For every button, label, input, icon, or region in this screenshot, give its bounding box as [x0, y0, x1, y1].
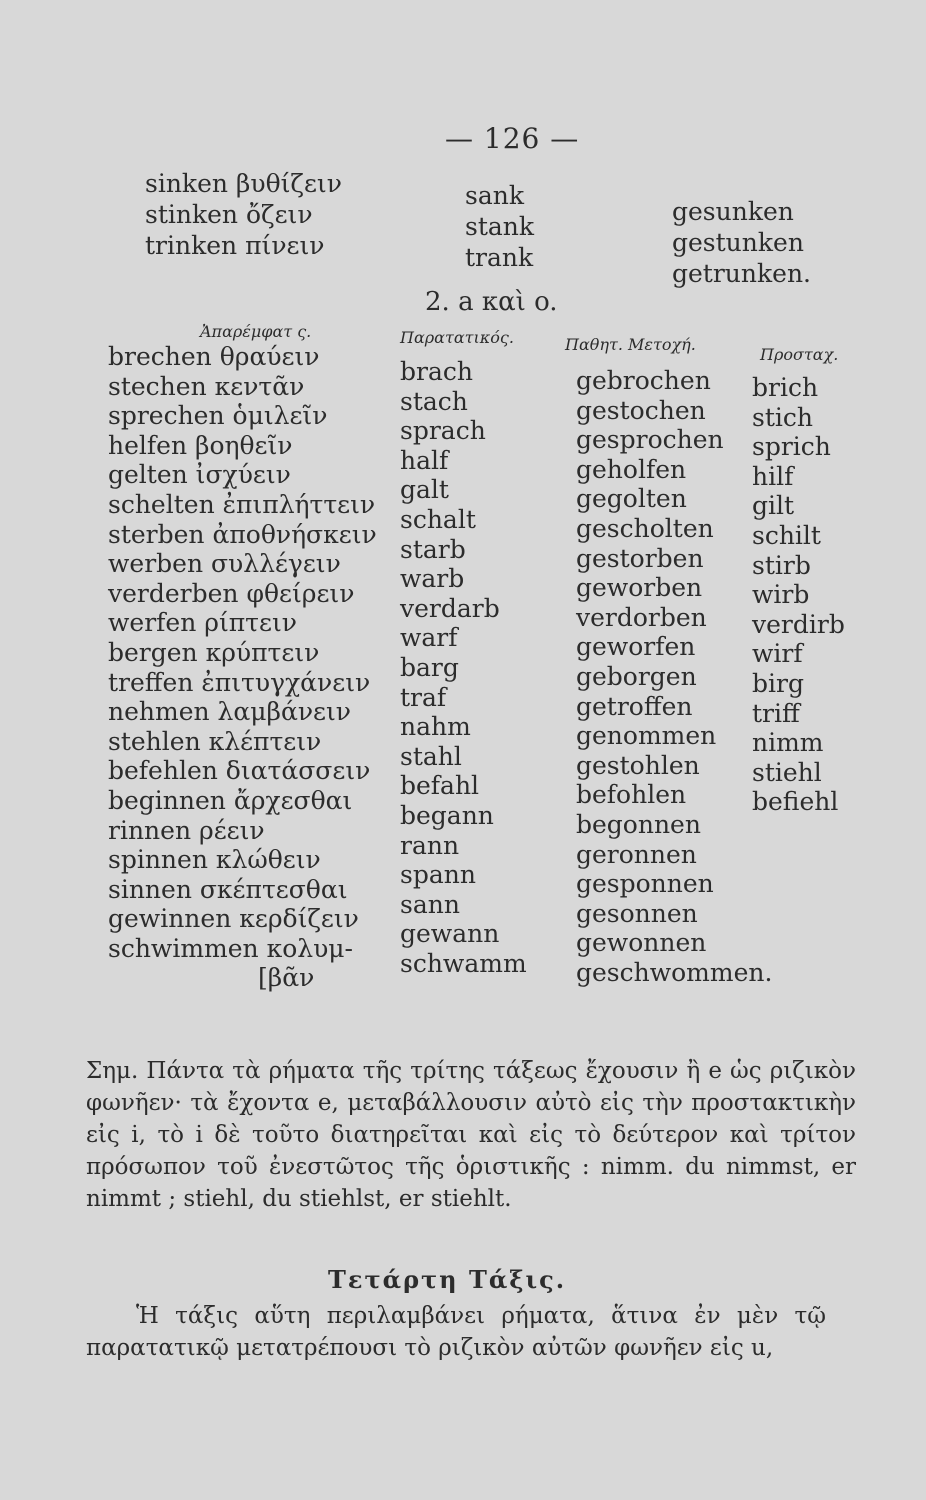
text-line: barg	[400, 652, 459, 682]
text-line: geworfen	[576, 632, 696, 662]
text-line: gewonnen	[576, 928, 707, 958]
text-line: warf	[400, 623, 458, 653]
text-line: rann	[400, 830, 460, 860]
text-line: rinnen ρέειν	[108, 815, 265, 845]
text-line: gescholten	[576, 513, 714, 543]
text-line: sann	[400, 889, 460, 919]
text-line: gesunken	[672, 197, 794, 226]
text-line: schwamm	[400, 948, 527, 978]
text-line: befehlen διατάσσειν	[108, 756, 371, 786]
text-line: schwimmen κολυμ-	[108, 933, 353, 963]
text-line: sprich	[752, 432, 831, 462]
text-line: geborgen	[576, 661, 697, 691]
text-line: stahl	[400, 741, 462, 771]
text-line: stiehl	[752, 757, 822, 787]
text-line: stirb	[752, 550, 811, 580]
text-line: [βᾶν	[258, 963, 315, 993]
subheading: 2. a καὶ o.	[425, 287, 558, 317]
text-line: gewann	[400, 919, 500, 949]
text-line: begann	[400, 800, 494, 830]
group1-participles	[672, 196, 811, 289]
text-line: geronnen	[576, 839, 697, 869]
header-imperfect: Παρατατικός.	[400, 328, 514, 347]
text-line: gewinnen κερδίζειν	[108, 904, 359, 934]
text-line: schalt	[400, 504, 476, 534]
group1-imperfects	[465, 180, 534, 273]
text-line: spinnen κλώθειν	[108, 845, 321, 875]
text-line: befahl	[400, 771, 480, 801]
text-line: schelten ἐπιπλήττειν	[108, 489, 376, 519]
text-line: sprach	[400, 416, 486, 446]
note-paragraph: Σημ. Πάντα τὰ ρήματα τῆς τρίτης τάξεως ἔχουσιν ἢ e ὡς ριζικὸν φωνῆεν· τὰ ἔχοντα e, μεταβάλλουσιν αὐτὸ εἰς τὴν προστακτικὴν εἰς i, τὸ i δὲ τοῦτο διατηρεῖται καὶ εἰς τὸ δεύτερον καὶ τρίτον πρόσωπον τοῦ ἐνεστῶτος τῆς ὁριστικῆς : nimm. du nimmst, er nimmt ; stiehl, du stiehlst, er stiehlt.	[86, 1058, 856, 1212]
text-line: sprechen ὁμιλεῖν	[108, 401, 328, 431]
text-line: spann	[400, 860, 476, 890]
text-line: sank	[465, 181, 524, 210]
text-line: getroffen	[576, 691, 693, 721]
column-imperfects	[400, 357, 527, 978]
text-line: gestohlen	[576, 750, 700, 780]
text-line: hilf	[752, 461, 794, 491]
text-line: sterben ἀποθνήσκειν	[108, 519, 377, 549]
text-line: gestorben	[576, 543, 704, 573]
text-line: birg	[752, 668, 804, 698]
header-imperative: Προσταχ.	[760, 345, 839, 364]
text-line: gesprochen	[576, 425, 724, 455]
text-line: sinnen σκέπτεσθαι	[108, 874, 348, 904]
text-line: befiehl	[752, 787, 839, 817]
text-line: nahm	[400, 712, 471, 742]
text-line: stehlen κλέπτειν	[108, 726, 322, 756]
text-line: wirf	[752, 639, 803, 669]
text-line: verderben φθείρειν	[108, 578, 355, 608]
text-line: trank	[465, 243, 534, 272]
text-line: half	[400, 445, 449, 475]
group1-infinitives	[145, 168, 342, 261]
text-line: gesonnen	[576, 898, 698, 928]
section-title: Τετάρτη Τάξις.	[328, 1265, 567, 1294]
text-line: gestochen	[576, 395, 706, 425]
text-line: verdarb	[400, 593, 500, 623]
text-line: werben συλλέγειν	[108, 549, 341, 579]
text-line: sinken βυθίζειν	[145, 169, 342, 198]
text-line: galt	[400, 475, 449, 505]
page-number: — 126 —	[445, 122, 580, 155]
column-participles	[576, 366, 772, 987]
header-participle: Παθητ. Μετοχή.	[565, 335, 696, 354]
text-line: beginnen ἄρχεσθαι	[108, 785, 353, 815]
text-line: gesponnen	[576, 869, 714, 899]
text-line: stich	[752, 402, 813, 432]
text-line: nimm	[752, 728, 824, 758]
text-line: geworben	[576, 573, 703, 603]
text-line: geholfen	[576, 454, 687, 484]
text-line: schilt	[752, 520, 821, 550]
text-line: nehmen λαμβάνειν	[108, 697, 352, 727]
text-line: trinken πίνειν	[145, 231, 325, 260]
text-line: warb	[400, 564, 465, 594]
text-line: gilt	[752, 491, 795, 521]
text-line: geschwommen.	[576, 957, 773, 987]
text-line: brich	[752, 373, 819, 402]
text-line: stechen κεντᾶν	[108, 371, 305, 401]
text-line: gegolten	[576, 484, 687, 514]
text-line: werfen ρίπτειν	[108, 608, 297, 638]
text-line: gestunken	[672, 228, 804, 257]
text-line: triff	[752, 698, 800, 728]
text-line: getrunken.	[672, 259, 811, 288]
text-line: gelten ἰσχύειν	[108, 460, 291, 490]
text-line: genommen	[576, 721, 717, 751]
header-infinitive: Ἀπαρέμφατ ς.	[200, 322, 312, 341]
text-line: bergen κρύπτειν	[108, 637, 320, 667]
body-paragraph: Ἡ τάξις αὕτη περιλαμβάνει ρήματα, ἅτινα ἐν μὲν τῷ παρατατικῷ μετατρέπουσι τὸ ριζικὸν αὐτῶν φωνῆεν εἰς u,	[86, 1303, 826, 1361]
text-line: stank	[465, 212, 535, 241]
text-line: wirb	[752, 580, 810, 610]
text-line: helfen βοηθεῖν	[108, 430, 293, 460]
text-line: befohlen	[576, 780, 687, 810]
text-line: stach	[400, 386, 468, 416]
column-infinitives	[108, 342, 377, 993]
text-line: begonnen	[576, 809, 701, 839]
text-line: starb	[400, 534, 466, 564]
text-line: verdirb	[752, 609, 845, 639]
text-line: stinken ὄζειν	[145, 200, 313, 229]
text-line: brach	[400, 357, 473, 386]
text-line: verdorben	[576, 602, 707, 632]
text-line: gebrochen	[576, 366, 711, 395]
text-line: traf	[400, 682, 447, 712]
text-line: treffen ἐπιτυγχάνειν	[108, 667, 371, 697]
text-line: brechen θραύειν	[108, 342, 320, 371]
column-imperatives	[752, 373, 845, 817]
